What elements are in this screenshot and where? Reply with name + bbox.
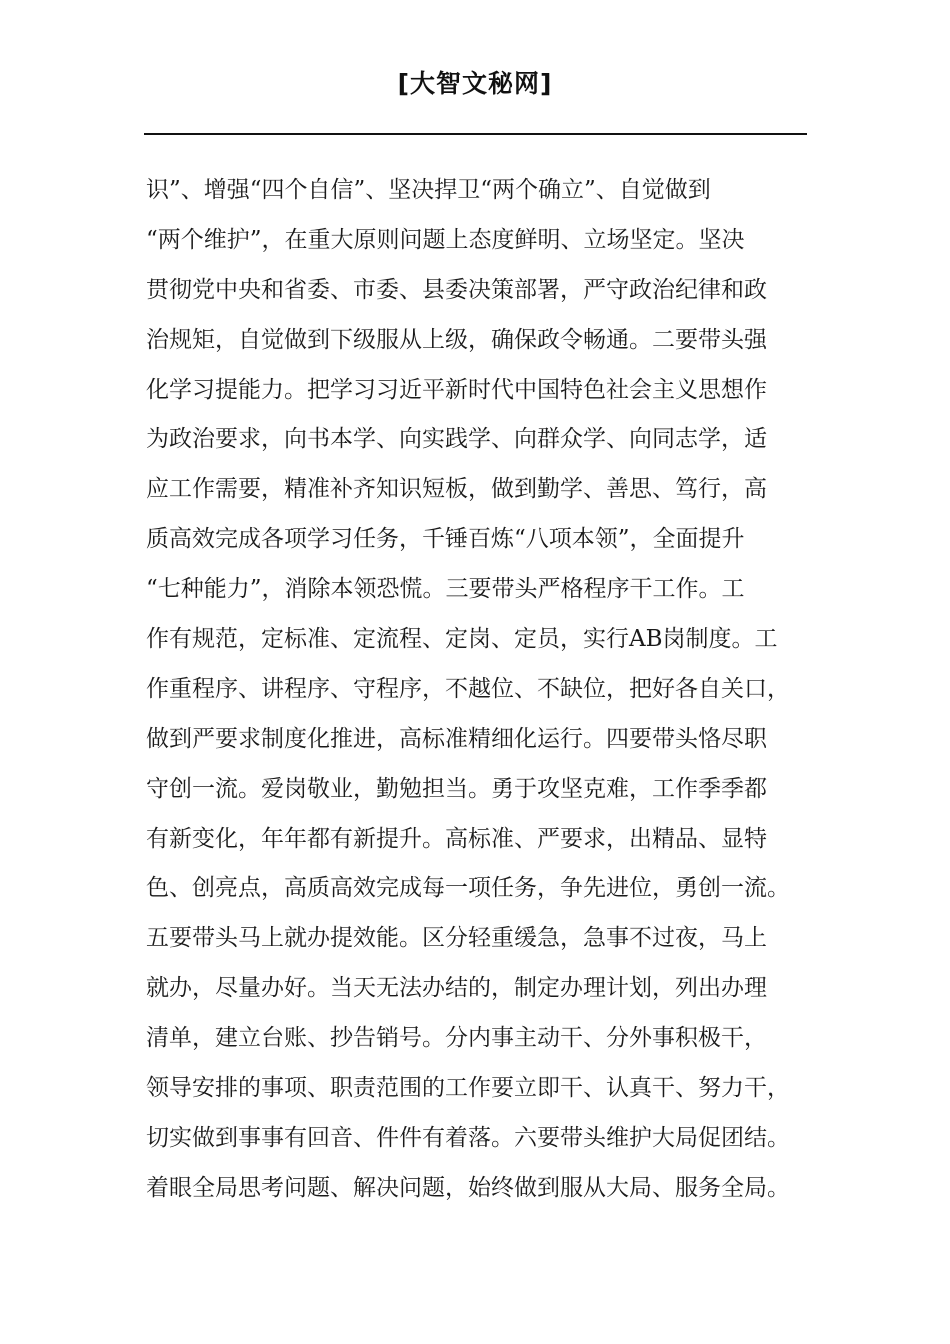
text-line: 就办，尽量办好。当天无法办结的，制定办理计划，列出办理 <box>146 975 767 1002</box>
text-line: 做到严要求制度化推进，高标准精细化运行。四要带头恪尽职 <box>146 725 767 752</box>
text-line: 领导安排的事项、职责范围的工作要立即干、认真干、努力干， <box>146 1075 790 1102</box>
text-line: “两个维护”，在重大原则问题上态度鲜明、立场坚定。坚决 <box>146 226 745 253</box>
text-line: 作重程序、讲程序、守程序，不越位、不缺位，把好各自关口， <box>146 675 790 702</box>
page-header-title: [大智文秘网] <box>397 69 553 98</box>
text-line: 治规矩，自觉做到下级服从上级，确保政令畅通。二要带头强 <box>146 326 767 353</box>
text-line: 色、创亮点，高质高效完成每一项任务，争先进位，勇创一流。 <box>146 875 790 902</box>
text-line: 守创一流。爱岗敬业，勤勉担当。勇于攻坚克难，工作季季都 <box>146 775 767 802</box>
text-line: 清单，建立台账、抄告销号。分内事主动干、分外事积极干， <box>146 1025 767 1052</box>
text-line: 应工作需要，精准补齐知识短板，做到勤学、善思、笃行，高 <box>146 476 767 503</box>
text-line: “七种能力”，消除本领恐慌。三要带头严格程序干工作。工 <box>146 576 745 603</box>
text-line: 五要带头马上就办提效能。区分轻重缓急，急事不过夜，马上 <box>146 925 767 952</box>
document-body <box>146 166 810 1214</box>
text-line: 识”、增强“四个自信”、坚决捍卫“两个确立”、自觉做到 <box>146 177 711 203</box>
text-line: 作有规范，定标准、定流程、定岗、定员，实行AB岗制度。工 <box>146 626 778 653</box>
text-line: 有新变化，年年都有新提升。高标准、严要求，出精品、显特 <box>146 825 767 852</box>
text-line: 质高效完成各项学习任务，千锤百炼“八项本领”，全面提升 <box>146 526 745 553</box>
text-line: 贯彻党中央和省委、市委、县委决策部署，严守政治纪律和政 <box>146 276 767 303</box>
text-line: 着眼全局思考问题、解决问题，始终做到服从大局、服务全局。 <box>146 1174 790 1201</box>
text-line: 切实做到事事有回音、件件有着落。六要带头维护大局促团结。 <box>146 1124 790 1151</box>
header-divider <box>144 133 807 135</box>
text-line: 化学习提能力。把学习习近平新时代中国特色社会主义思想作 <box>146 376 767 403</box>
text-line: 为政治要求，向书本学、向实践学、向群众学、向同志学，适 <box>146 426 767 453</box>
